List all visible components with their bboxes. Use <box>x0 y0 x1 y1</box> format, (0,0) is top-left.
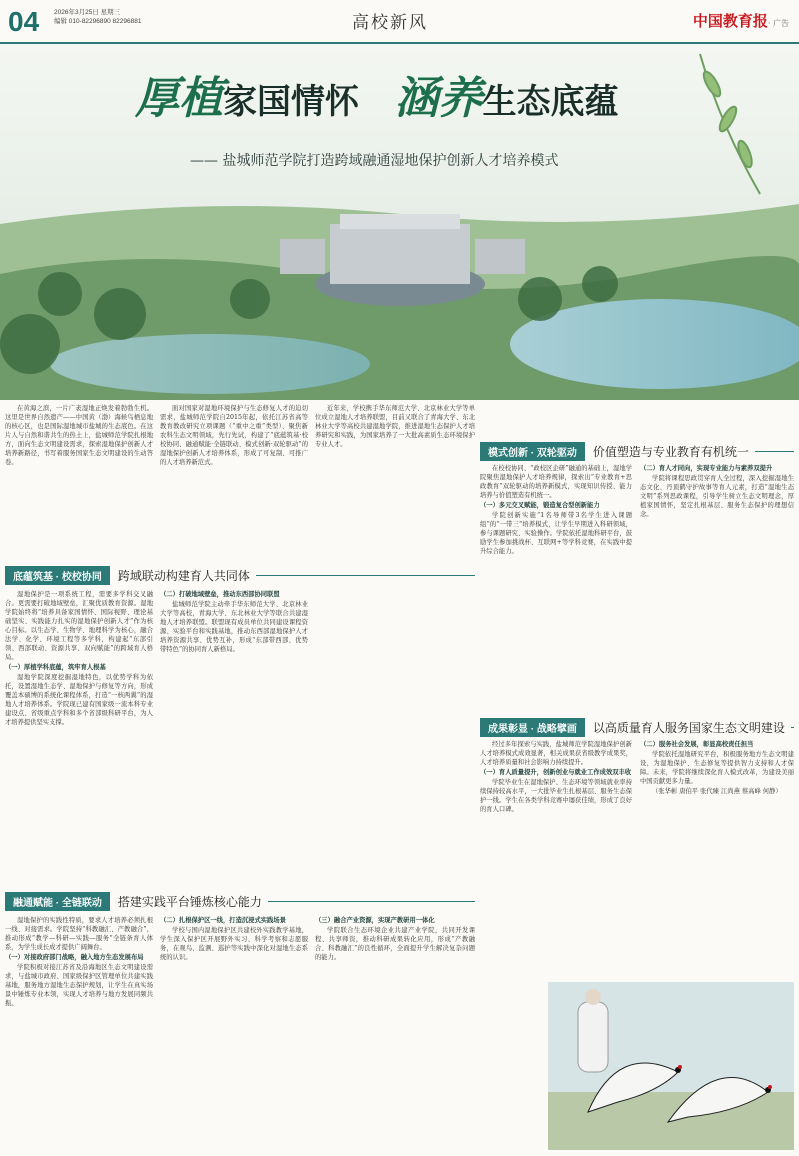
headline-text-2: 生态底蕴 <box>482 82 619 122</box>
intro-paragraph: 面对国家对湿地环境保护与生态修复人才的迫切需求，盐城师范学院自2015年起，依托江苏省高等教育教改研究立项课题（“重中之重”类型）、聚焦新农科生态文明领域，先行先试，构建了“底蕴筑基·校校协同、融通赋能·全链联动、模式创新·双轮驱动”的湿地保护创新人才培养体系，形成了可复制、可推广的人才培养新范式。 <box>160 405 308 466</box>
s3-col-1 <box>480 464 632 714</box>
section-divider <box>256 575 475 576</box>
s4-heading: （二）服务社会发展，彰显高校责任担当 <box>640 741 754 748</box>
s2-col-1 <box>5 916 153 1152</box>
section-header-1 <box>5 566 475 584</box>
section-header-3 <box>480 442 794 460</box>
s3-heading: （二）育人才同向，实现专业能力与素养双提升 <box>640 465 773 472</box>
brand-name: 中国教育报 <box>692 12 768 30</box>
section-tag: 模式创新 · 双轮驱动 <box>480 442 585 461</box>
s2-paragraph: 学院积极对接江苏省及沿海地区生态文明建设需求，与盐城市政府、国家级保护区管理单位共建实践基地，服务地方湿地生态保护规划，让学生在真实场景中锤炼专业本领，实现人才培养与地方发展同频共振。 <box>5 964 153 1007</box>
page-header <box>0 0 799 44</box>
headline-calligraphy-2: 涵养 <box>394 73 483 124</box>
section-divider <box>755 451 794 452</box>
section-divider <box>268 901 475 902</box>
s2-col-2 <box>160 916 308 1152</box>
s4-authors: （张华彬 唐伯平 张代臻 江尚燕 蔡高峰 何静） <box>652 788 782 795</box>
page-date <box>54 8 141 26</box>
s2-heading: （三）融合产业资源，实现产教研用一体化 <box>315 917 435 924</box>
section-tag: 融通赋能 · 全链联动 <box>5 892 110 911</box>
s1-paragraph: 湿地学院深度挖掘湿地特色，以优势学科为依托，设置湿地生态学、湿地保护与修复等方向，形成覆盖本硕博的系统化课程体系，打造“一核两翼”的湿地人才培养体系。学院现已建有国家级一流本科专业建设点、省级重点学科和多个省部级科研平台，为人才培养提供坚实支撑。 <box>5 674 153 726</box>
intro-paragraph: 在黄海之滨，一片广袤湿地正焕发着勃勃生机。这里是世界自然遗产——中国黄（渤）海候鸟栖息地的核心区，也是国际湿地城市盐城的生态底色。在这片人与自然和谐共生的热土上，盐城师范学院扎根地方，面向生态文明建设需求，探索湿地保护创新人才培养新路径，书写着服务国家生态文明建设的生动答卷。 <box>5 405 153 466</box>
intro-paragraph: 近年来，学校携手华东师范大学、北京林业大学等单位成立湿地人才培养联盟，目前又联合了青海大学、东北林业大学等高校共建湿地学院，推进湿地生态保护人才培养研究和实践，为国家培养了一大批高素质生态环境保护专业人才。 <box>315 405 475 448</box>
s4-col-1 <box>480 740 632 980</box>
s1-paragraph: 盐城师范学院主动牵手华东师范大学、北京林业大学等高校，青海大学、东北林业大学等联合共建湿地人才培养联盟。联盟现有成员单位共同建设课程资源、实验平台和实践基地，推动东西部湿地保护人才培养资源共享、优势互补，形成“东部带西部、优势带特色”的协同育人新格局。 <box>160 601 308 653</box>
s4-col-3 <box>480 984 542 1150</box>
section-subtitle: 搭建实践平台锤炼核心能力 <box>117 894 262 909</box>
section-divider <box>791 727 794 728</box>
s3-col-2 <box>640 464 794 714</box>
s3-heading: （一）多元交叉赋能，锻造复合型创新能力 <box>480 502 600 509</box>
intro-col-3 <box>315 404 475 564</box>
s3-paragraph: 在校校协同、“政校区企研”融通的基础上，湿地学院聚焦湿地保护人才培养规律，探索出“专业教育+思政教育”双轮驱动的培养新模式，实现知识传授、能力培养与价值塑造有机统一。 <box>480 465 632 499</box>
section-tag: 成果彰显 · 战略擘画 <box>480 718 585 737</box>
headline-calligraphy-1: 厚植 <box>135 73 223 124</box>
banner-headline <box>135 62 619 126</box>
section-subtitle: 以高质量育人服务国家生态文明建设 <box>592 720 785 735</box>
s1-heading: （二）打破地域壁垒，推动东西部协同联盟 <box>160 591 280 598</box>
section-subtitle: 跨域联动构建育人共同体 <box>117 568 250 583</box>
s4-paragraph: 学院毕业生在湿地保护、生态环境等领域就业率持续保持较高水平，一大批毕业生扎根基层、服务生态保护一线。学生在各类学科竞赛中屡获佳绩，形成了良好的育人口碑。 <box>480 779 632 813</box>
s3-paragraph: 学院将课程思政贯穿育人全过程，深入挖掘湿地生态文化、丹顶鹤守护故事等育人元素，打造“湿地生态文明”系列思政课程，引导学生树立生态文明理念，厚植家国情怀，坚定扎根基层、服务生态保护的理想信念。 <box>640 475 794 518</box>
s1-heading: （一）厚植学科底蕴，筑牢育人根基 <box>5 664 106 671</box>
headline-text-1: 家国情怀 <box>223 82 359 122</box>
section-header-4 <box>480 718 794 736</box>
section-header-2 <box>5 892 475 910</box>
newspaper-brand <box>693 10 789 31</box>
editor-phone: 编辑 010-82296890 82296881 <box>54 18 142 25</box>
section-subtitle: 价值塑造与专业教育有机统一 <box>592 444 749 459</box>
section-title: 高校新风 <box>352 13 428 33</box>
s4-paragraph: 学院依托湿地研究平台，积极服务地方生态文明建设，为湿地保护、生态修复等提供智力支持和人才保障。未来，学院将继续深化育人模式改革，为建设美丽中国贡献更多力量。 <box>640 751 794 785</box>
brand-suffix: · 广告 <box>767 19 789 28</box>
s4-paragraph: 经过多年探索与实践，盐城师范学院湿地保护创新人才培养模式成效显著，相关成果获省级教学成果奖，人才培养质量和社会影响力持续提升。 <box>480 741 632 766</box>
s2-paragraph: 学院联合生态环境企业共建产业学院，共同开发课程、共享师资，推动科研成果转化应用，形成“产教融合、科教融汇”的良性循环，全面提升学生解决复杂问题的能力。 <box>315 927 475 961</box>
crane-photo <box>548 982 794 1150</box>
page-number: 04 <box>8 6 40 37</box>
date-text: 2026年3月25日 星期三 <box>54 9 121 16</box>
intro-col-1 <box>5 404 153 564</box>
s2-heading: （二）扎根保护区一线，打造沉浸式实践场景 <box>160 917 286 924</box>
s1-paragraph: 湿地保护是一项系统工程，需要多学科交叉融合。更需要打破地域壁垒，汇聚优质教育资源。湿地学院始终将“培养具备家国情怀、国际视野、理论基础坚实、实践能力扎实的湿地保护创新人才”作为核心目标。以生态学、生物学、地理科学为核心，融合法学、化学、环境工程等多学科，构建起“东部引领、西部联动、资源共享、双向赋能”的跨域育人格局。 <box>5 591 153 661</box>
section-tag: 底蕴筑基 · 校校协同 <box>5 566 110 585</box>
s1-col-2 <box>160 590 308 890</box>
intro-col-2 <box>160 404 308 564</box>
red-crowned-crane-illustration <box>548 982 794 1150</box>
s2-paragraph: 学校与国内湿地保护区共建校外实践教学基地，学生深入保护区开展野外实习、科学考察和志愿服务，在观鸟、监测、巡护等实践中深化对湿地生态系统的认识。 <box>160 927 308 961</box>
s2-paragraph: 湿地保护的实践性特质，要求人才培养必须扎根一线、对接需求。学院坚持“科教融汇、产教融合”，推动形成“教学—科研—实践—服务”全链条育人体系，为学生成长成才提供广阔舞台。 <box>5 917 153 951</box>
s4-col-2 <box>640 740 794 980</box>
s2-heading: （一）对接政府部门战略，融入地方生态发展布局 <box>5 954 144 961</box>
s3-paragraph: 学院创新实施“1名导师带3名学生进入课题组”的“一带三”培养模式，让学生早期进入科研领域，参与课题研究、实验操作。学院依托湿地科研平台，鼓励学生参加挑战杯、互联网+等学科竞赛，在实践中提升综合能力。 <box>480 512 632 555</box>
banner-subtitle: —— 盐城师范学院打造跨域融通湿地保护创新人才培养模式 <box>190 153 559 169</box>
s4-heading: （一）育人质量提升，创新创业与就业工作成效双丰收 <box>480 769 632 776</box>
s1-col-1 <box>5 590 153 890</box>
s2-col-3 <box>315 916 475 1152</box>
